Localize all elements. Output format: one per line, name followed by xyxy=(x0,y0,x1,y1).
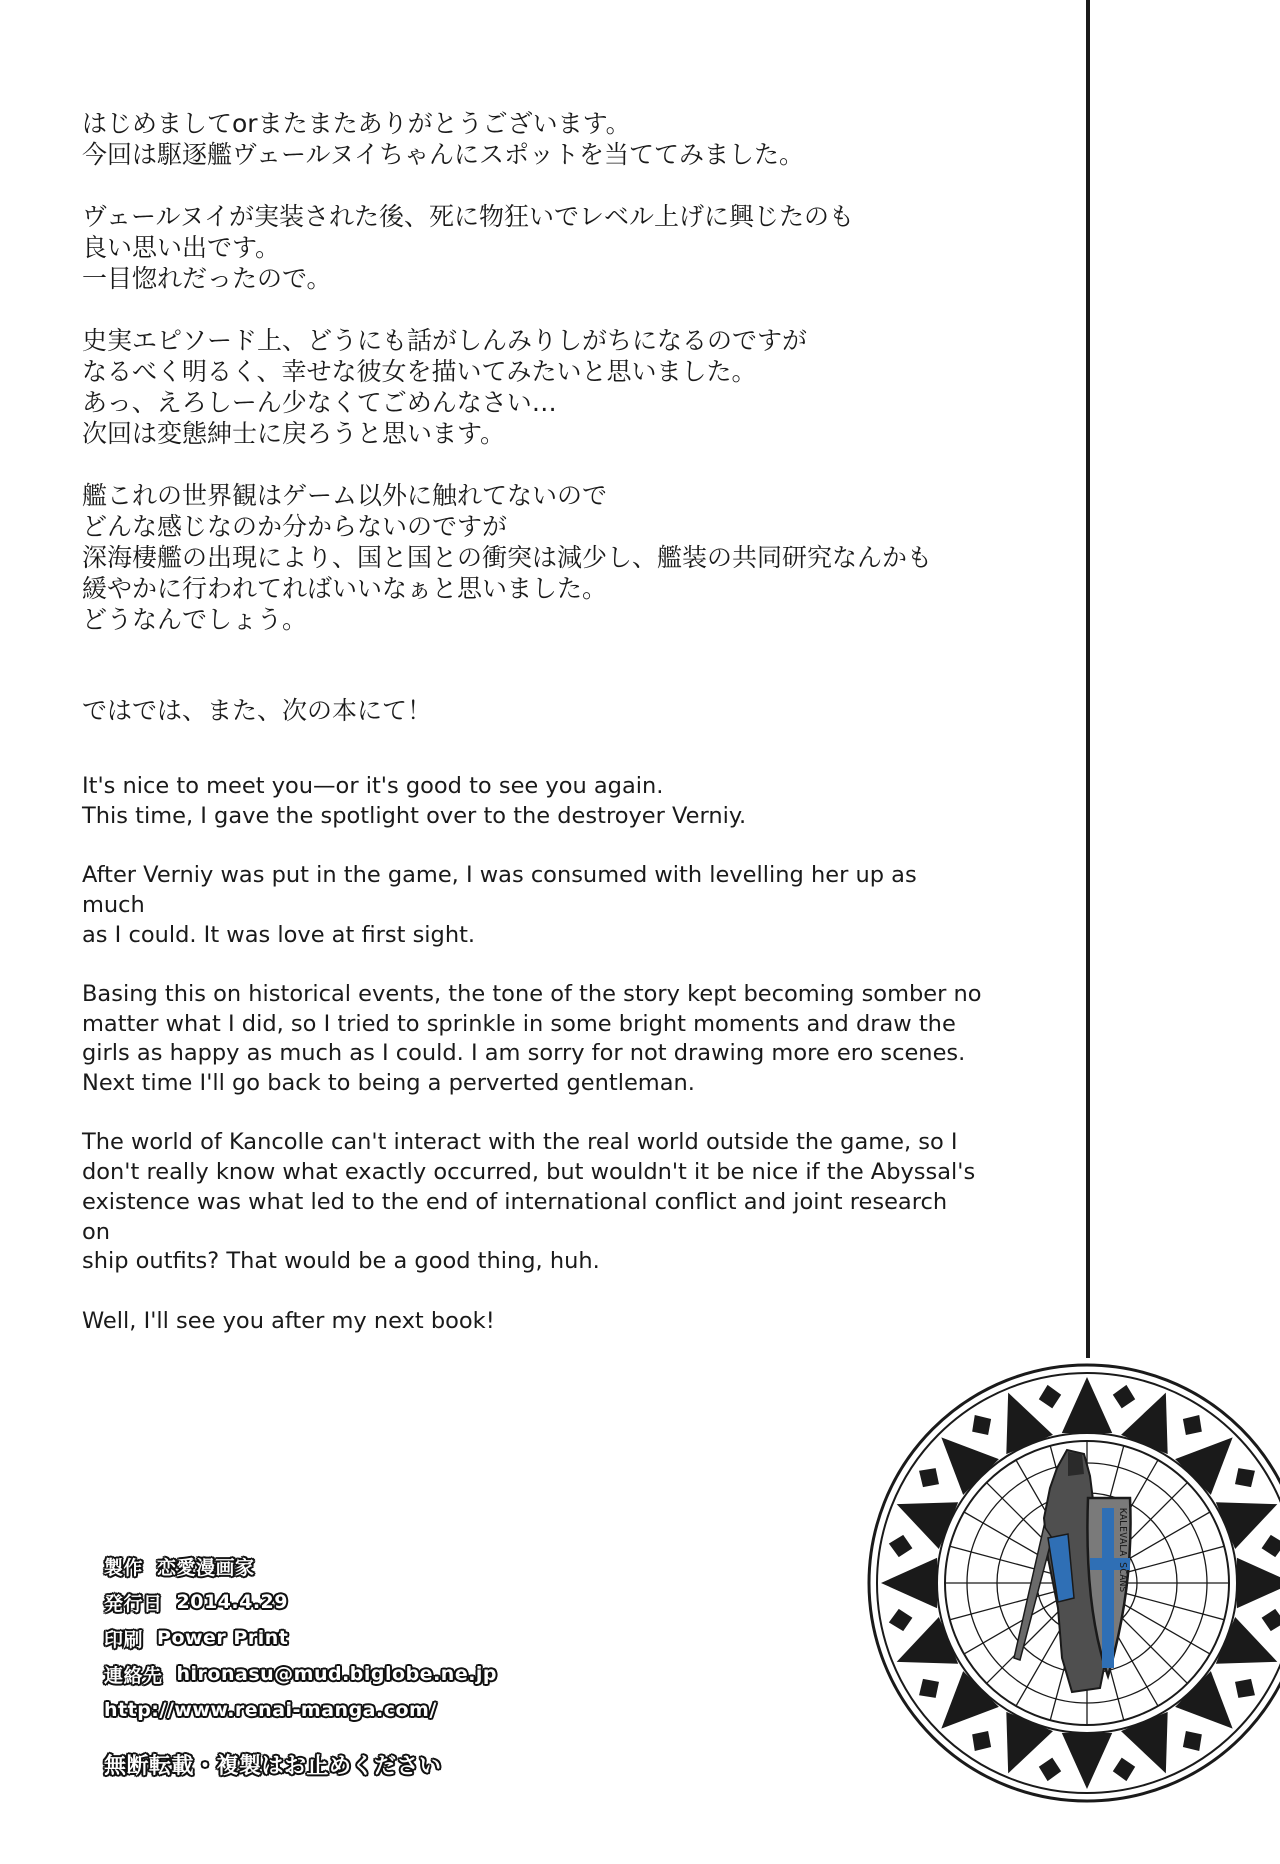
saw-tooth xyxy=(1237,1558,1280,1609)
saw-diamond xyxy=(919,1468,939,1487)
saw-tooth xyxy=(881,1558,937,1609)
colophon-warning xyxy=(104,1746,497,1782)
en-paragraph-4: The world of Kancolle can't interact with the real world outside the game, so I don't really know what exactly occurred, but wouldn't it be nice if the Abyssal's existence was what led to the end of international conflict and joint research on ship outfits? That would be a good thing, huh. xyxy=(82,1129,976,1275)
production-value: 恋愛漫画家 xyxy=(157,1556,255,1579)
en-paragraph-2: After Verniy was put in the game, I was consumed with levelling her up as much as I could. It was love at first sight. xyxy=(82,862,917,948)
contact-label: 連絡先 xyxy=(104,1664,163,1687)
en-paragraph-1: It's nice to meet you—or it's good to see you again. This time, I gave the spotlight over to the destroyer Verniy. xyxy=(82,773,747,829)
saw-tooth xyxy=(1062,1377,1113,1433)
japanese-afterword xyxy=(82,108,982,757)
date-label: 発行日 xyxy=(104,1592,163,1615)
colophon-production xyxy=(104,1548,497,1584)
colophon xyxy=(104,1548,497,1782)
colophon-url xyxy=(104,1692,497,1728)
saw-diamond xyxy=(889,1609,913,1631)
saw-diamond xyxy=(1183,1731,1202,1751)
saw-diamond xyxy=(1039,1758,1061,1782)
print-label: 印刷 xyxy=(104,1628,144,1651)
jp-paragraph-3: 史実エピソード上、どうにも話がしんみりしがちになるのですが なるべく明るく、幸せな彼女を描いてみたいと思いました。 あっ、えろしーん少なくてごめんなさい… 次回は変態紳士に戻ろうと思います。 xyxy=(82,326,808,448)
saw-diamond xyxy=(1235,1468,1255,1487)
colophon-print xyxy=(104,1620,497,1656)
english-afterword xyxy=(82,772,982,1366)
jp-paragraph-5: ではでは、また、次の本にて！ xyxy=(82,696,433,725)
saw-diamond xyxy=(1113,1758,1135,1782)
saw-diamond xyxy=(1039,1385,1061,1409)
jp-paragraph-2: ヴェールヌイが実装された後、死に物狂いでレベル上げに興じたのも 良い思い出です。 一目惚れだったので。 xyxy=(82,202,855,293)
saw-diamond xyxy=(1113,1385,1135,1409)
saw-diamond xyxy=(1262,1535,1280,1557)
saw-diamond xyxy=(972,1731,991,1751)
date-value: 2014.4.29 xyxy=(176,1591,288,1613)
saw-diamond xyxy=(972,1415,991,1435)
website-url: http://www.renai-manga.com/ xyxy=(104,1699,437,1721)
colophon-contact xyxy=(104,1656,497,1692)
saw-tooth xyxy=(1062,1733,1113,1789)
saw-diamond xyxy=(1235,1679,1255,1698)
saw-diamond xyxy=(1262,1609,1280,1631)
margin-rule xyxy=(1086,0,1090,1358)
jp-paragraph-1: はじめましてorまたまたありがとうございます。 今回は駆逐艦ヴェールヌイちゃんにスポットを当ててみました。 xyxy=(82,109,805,169)
production-label: 製作 xyxy=(104,1556,144,1579)
kalevala-scans-seal xyxy=(862,1358,1280,1808)
seal-text: KALEVALA SCANS xyxy=(1117,1508,1128,1593)
en-paragraph-3: Basing this on historical events, the tone of the story kept becoming somber no matter what I did, so I tried to sprinkle in some bright moments and draw the girls as happy as much as I could. I am sorry for not drawing more ero scenes. Next time I'll go back to being a perverted gentleman. xyxy=(82,980,982,1096)
saw-diamond xyxy=(1183,1415,1202,1435)
contact-value: hironasu@mud.biglobe.ne.jp xyxy=(176,1663,498,1685)
colophon-date xyxy=(104,1584,497,1620)
en-paragraph-5: Well, I'll see you after my next book! xyxy=(82,1307,495,1334)
saw-diamond xyxy=(889,1535,913,1557)
saw-diamond xyxy=(919,1679,939,1698)
jp-paragraph-4: 艦これの世界観はゲーム以外に触れてないので どんな感じなのか分からないのですが 深海棲艦の出現により、国と国との衝突は減少し、艦装の共同研究なんかも 緩やかに行われてればいいなぁと思いました。 どうなんでしょう。 xyxy=(82,481,933,634)
print-value: Power Print xyxy=(157,1627,289,1649)
reproduction-warning: 無断転載・複製はお止めください xyxy=(104,1753,442,1779)
